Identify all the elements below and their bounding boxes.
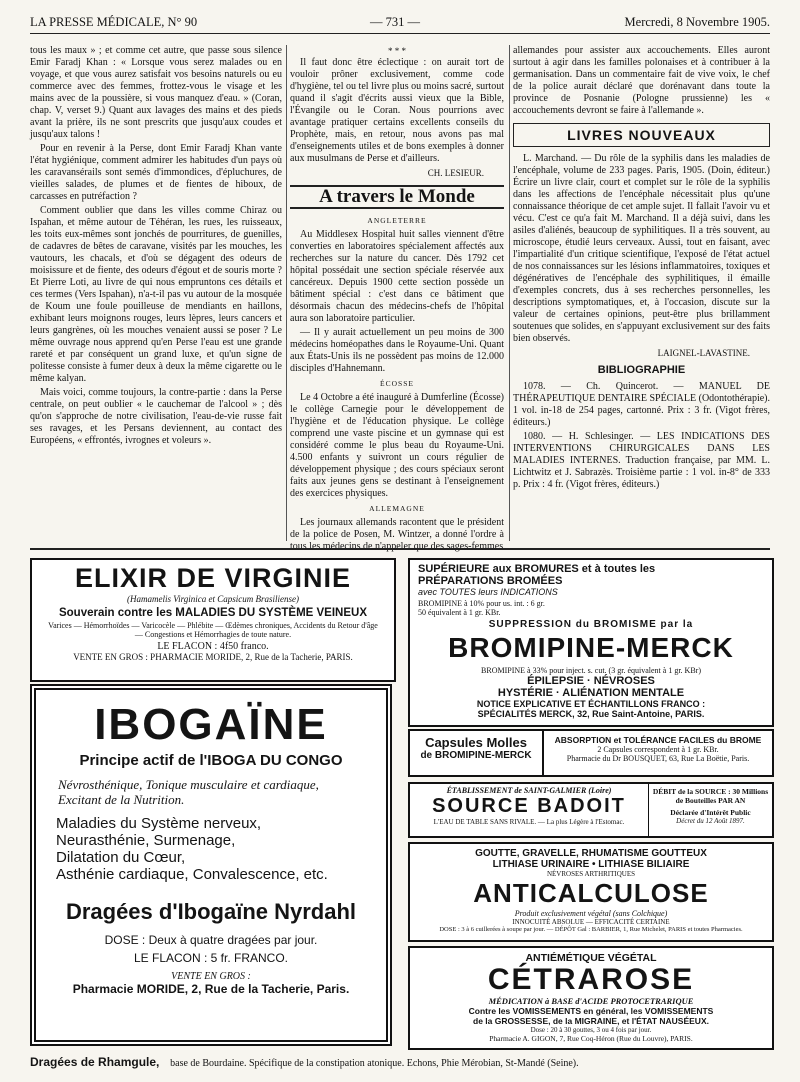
ad-bromipine-merck: [408, 558, 774, 727]
section-title: A travers le Monde: [290, 185, 504, 209]
ad-vendor: Pharmacie du Dr BOUSQUET, 63, Rue La Boëtie, Paris.: [566, 754, 750, 763]
ad-headline: Principe actif de l'IBOGA DU CONGO: [79, 752, 343, 769]
ad-text: BROMIPINE à 33% pour inject. s. cut. (3 gr. équivalent à 1 gr. KBr): [481, 666, 701, 675]
ad-title: ANTICALCULOSE: [473, 878, 709, 908]
ad-bottom-strip: [30, 1055, 770, 1073]
paragraph: Les journaux allemands racontent que le président de la police de Posen, M. Wintzer, a donné l'ordre à tous les médecins de n'appeler que des sages-femmes: [290, 517, 504, 552]
ad-text: MÉDICATION à BASE d'ACIDE PROTOCETRARIQUE: [488, 996, 694, 1006]
author-signature: LAIGNEL-LAVASTINE.: [657, 348, 750, 358]
ad-title: Capsules Molles: [425, 735, 527, 750]
country-heading: ALLEMAGNE: [369, 504, 425, 513]
ad-text: Décret du 12 Août 1897.: [676, 817, 745, 825]
ad-notice: NOTICE EXPLICATIVE ET ÉCHANTILLONS FRANCO :: [476, 699, 706, 709]
section-title: BIBLIOGRAPHIE: [597, 364, 686, 376]
ad-badoit-right: [648, 784, 772, 836]
ad-title: ELIXIR DE VIRGINIE: [74, 563, 352, 593]
disease-item: Asthénie cardiaque, Convalescence, etc.: [56, 866, 328, 883]
ad-headline: GOUTTE, GRAVELLE, RHUMATISME GOUTTEUX: [475, 848, 707, 859]
ad-subtitle: (Hamamelis Virginica et Capsicum Brasiliense): [127, 594, 299, 604]
ad-title: Dragées de Rhamgule,: [30, 1055, 160, 1069]
ad-text: Contre les VOMISSEMENTS en général, les VOMISSEMENTS: [468, 1006, 714, 1016]
ad-capsules-right: [544, 731, 772, 775]
ad-title: SOURCE BADOIT: [432, 795, 626, 817]
ad-vendor: SPÉCIALITÉS MERCK, 32, Rue Saint-Antoine, PARIS.: [477, 709, 705, 719]
ad-ibogaine: [30, 684, 392, 1046]
ad-capsules-molles: [408, 729, 774, 777]
ad-headline: Souverain contre les MALADIES DU SYSTÈME VEINEUX: [58, 607, 367, 619]
ad-tagline: SUPPRESSION du BROMISME par la: [488, 619, 694, 630]
disease-item: Neurasthénie, Surmenage,: [56, 832, 236, 849]
ad-vendor: DOSE : 3 à 6 cuillerées à soupe par jour. — DÉPÔT Gal : BARBIER, 1, Rue Michelet, PARIS et toutes Pharmacies.: [439, 926, 743, 933]
paragraph: Il faut donc être éclectique : on aurait tort de vouloir prôner exclusivement, comme code d'hygiène, tel ou tel livre plus ou moins sacré, surtout quand il s'agit d'écrits aussi vieux que la Bible, l'Évangile ou le Coran. Nous pourrions avec avantage pratiquer certains excellents conseils du Prophète, mais, en retour, nous avons pas mal d'enseignements utiles et de bons exemples à donner aux musulmans de Perse et d'ailleurs.: [290, 57, 504, 164]
ad-dose: DOSE : Deux à quatre dragées par jour.: [104, 933, 318, 947]
ad-headline: PRÉPARATIONS BROMÉES: [418, 575, 563, 587]
ad-title: IBOGAÏNE: [94, 700, 328, 749]
ad-price: LE FLACON : 4f50 franco.: [157, 641, 269, 652]
ad-vendor: Pharmacie MORIDE, 2, Rue de la Tacherie, Paris.: [72, 982, 350, 996]
ad-headline: LITHIASE URINAIRE • LITHIASE BILIAIRE: [492, 859, 690, 870]
ad-product: Dragées d'Ibogaïne Nyrdahl: [65, 899, 357, 924]
ad-vendor: Pharmacie A. GIGON, 7, Rue Coq-Héron (Rue du Louvre), PARIS.: [489, 1034, 693, 1043]
paragraph: Pour en revenir à la Perse, dont Emir Faradj Khan vante l'état hygiénique, comment admirer les habitudes d'un pays où les caravansérails sont semés d'immondices, d'épluchures, de vieilles salades, de plumes et de fientes de hiboux, de carcasses en putréfaction ?: [30, 143, 282, 202]
ad-text: avec TOUTES leurs INDICATIONS: [418, 587, 558, 597]
ad-price: LE FLACON : 5 fr. FRANCO.: [133, 951, 289, 965]
section-stars: * * *: [388, 46, 406, 56]
page-header: [30, 12, 770, 32]
paragraph: tous les maux » ; et comme cet autre, que passe sous silence Emir Faradj Khan : « Lorsque vous serez malades ou en voyage, et que vous aurez satisfait vos besoins naturels ou eu commerce avec des femmes, frottez-vous le visage et les mains avec de la poussière, si vous manquez d'eau. » (Coran, chap. V, verset 9.) Quant aux lavages des mains et des pieds avant la prière, ils ne sont prescrits que jusqu'aux coudes et jusqu'aux talons !: [30, 45, 282, 140]
ad-text: Névrosthénique, Tonique musculaire et cardiaque, Excitant de la Nutrition.: [58, 777, 319, 807]
ad-anticalculose: [408, 842, 774, 942]
ad-disease-list: [56, 815, 386, 883]
ad-source-badoit: [408, 782, 774, 838]
ad-text: 2 Capsules correspondent à 1 gr. KBr.: [597, 745, 719, 754]
ad-dose: Dose : 20 à 30 gouttes, 3 ou 4 fois par jour.: [530, 1026, 652, 1034]
ad-text: ÉTABLISSEMENT de SAINT-GALMIER (Loire): [446, 786, 612, 795]
paragraph: Mais voici, comme toujours, la contre-partie : dans la Perse centrale, on peut oublier « le cauchemar de l'alcool » ; dès qu'on s'approche de notre civilisation, l'eau-de-vie russe fait ses ravages, et les Persans deviennent, au contact des Européens, « effrontés, ivrognes et voleurs ».: [30, 387, 282, 446]
page-number: — 731 —: [370, 15, 420, 29]
ad-text: DÉBIT de la SOURCE : 30 Millions de Bouteilles PAR AN: [652, 787, 769, 805]
ad-indication: ÉPILEPSIE · NÉVROSES: [527, 675, 655, 687]
column-divider: [286, 45, 287, 541]
section-title: LIVRES NOUVEAUX: [513, 123, 770, 147]
disease-item: Maladies du Système nerveux,: [56, 815, 262, 832]
column-3: [513, 45, 770, 545]
ad-title: BROMIPINE-MERCK: [448, 632, 734, 663]
paragraph: Comment oublier que dans les villes comme Chiraz ou Ispahan, et même autour de Téhéran, les rues, les ruisseaux, les toits eux-mêmes sont jonchés de pourritures, de guenilles, de cadavres de bêtes de caravane, visités par les mouches, les vautours, les chacals, et d'où se dégagent des odeurs de moisissure et de fiente, des odeurs d'égout et de souris morte ? Et Pierre Loti, au livre de qui nous empruntons ces détails et ces termes (Vers Ispahan), n'a-t-il pas vu autour de la mosquée de Koum une foule pouilleuse de mendiants en haillons, exhibant leurs moignons rouges, leurs lèpres, leurs cancers et leurs gangrènes, où les mouches venaient aussi se poser ? Le même ouvrage nous apprend qu'en Perse l'eau est une grande rareté et par conséquent un grand luxe, et qu'un signe de politesse consiste à fumer deux à deux la même cigarette ou le même kalyan.: [30, 205, 282, 384]
ad-vendor-label: VENTE EN GROS :: [171, 971, 251, 982]
ad-text: de la GROSSESSE, de la MIGRAINE, et l'ÉTAT NAUSÉEUX.: [473, 1016, 709, 1026]
bibliography-entry: 1078. — Ch. Quincerot. — MANUEL DE THÉRAPEUTIQUE DENTAIRE SPÉCIALE (Odontothérapie). 1 vol. in-18 de 254 pages, cartonné. Prix : 3 fr. (Vigot frères, éditeurs.): [513, 381, 770, 428]
ad-text: Varices — Hémorrhoïdes — Varicocèle — Phlébite — Œdèmes chroniques, Accidents du Retour d'âge — Congestions et Hémorrhagies de toute nature.: [48, 621, 378, 639]
ad-subtitle: de BROMIPINE-MERCK: [420, 750, 532, 761]
ad-text: INNOCUITÉ ABSOLUE — EFFICACITÉ CERTAINE: [512, 918, 670, 926]
ad-text: base de Bourdaine. Spécifique de la constipation atonique. Echons, Phie Mérobian, St-Mandé (Seine).: [170, 1058, 579, 1069]
column-divider: [509, 45, 510, 541]
book-review: L. Marchand. — Du rôle de la syphilis dans les maladies de l'encéphale, volume de 233 pages. Paris, 1905. (Doin, éditeur.) Écrire un livre clair, court et complet sur le rôle de la syphilis dans les affections de l'encéphale nécessitait plus qu'une connaissance théorique de cet ample sujet. Il fallait l'avoir vu et vécu. C'est ce qu'a fait M. Marchand. Il a déjà suivi, dans les asiles d'aliénés, beaucoup de syphilitiques. Il a très souvent, au microscope, étudié leurs cerveaux. Aussi, tout en faisant, avec l'impartialité d'un critique scientifique, l'exposé de l'état actuel de nos connaissances sur les lésions inflammatoires, toxiques et dégénératives de l'encéphale des syphilitiques, il émaille d'exemples concrets, dus à ses recherches personnelles, les descriptions symptomatiques, et, à l'occasion, discute sur la valeur de certaines opinions, peut-être plus brillamment soutenues que solides, en s'appuyant exclusivement sur des faits bien observés.: [513, 153, 770, 344]
ad-title: CÉTRAROSE: [487, 963, 695, 996]
paragraph: Au Middlesex Hospital huit salles viennent d'être converties en laboratoires spécialement affectés aux recherches sur la nature du cancer. Dès 1792 cet hôpital possédait une section spéciale réservée aux cancéreux. Depuis 1900 cette section possède un bâtiment spécial : c'est dans ce bâtiment que désormais chacun des médecins-chefs de l'hôpital aura son laboratoire particulier.: [290, 229, 504, 324]
ad-tagline: L'EAU DE TABLE SANS RIVALE. — La plus Légère à l'Estomac.: [433, 818, 625, 826]
ads-rule: [30, 548, 770, 550]
disease-item: Dilatation du Cœur,: [56, 849, 186, 866]
ad-headline: SUPÉRIEURE aux BROMURES et à toutes les: [418, 563, 656, 575]
header-rule: [30, 33, 770, 34]
column-1: [30, 45, 282, 545]
ad-vendor: VENTE EN GROS : PHARMACIE MORIDE, 2, Rue de la Tacherie, PARIS.: [73, 652, 353, 662]
country-heading: ÉCOSSE: [380, 379, 414, 388]
ad-headline: ABSORPTION et TOLÉRANCE FACILES du BROME: [554, 735, 762, 745]
ad-headline: ANTIÉMÉTIQUE VÉGÉTAL: [525, 952, 657, 964]
ad-cetrarose: [408, 946, 774, 1050]
issue-date: Mercredi, 8 Novembre 1905.: [624, 15, 770, 29]
bibliography-entry: 1080. — H. Schlesinger. — LES INDICATIONS DES INTERVENTIONS CHIRURGICALES DANS LES MALADIES INTERNES. Traduction française, par MM. L. Lichtwitz et J. Sabrazès. Troisième partie : 1 vol. in-8° de 333 p. Prix : 4 fr. (Vigot frères, éditeurs.): [513, 431, 770, 490]
ad-text: Produit exclusivement végétal (sans Colchique): [514, 909, 668, 918]
author-signature: CH. LESIEUR.: [427, 168, 484, 178]
ad-indication: HYSTÉRIE · ALIÉNATION MENTALE: [497, 687, 685, 699]
ad-text: NÉVROSES ARTHRITIQUES: [546, 870, 636, 878]
country-heading: ANGLETERRE: [367, 216, 427, 225]
ad-elixir-de-virginie: [30, 558, 396, 682]
ad-dose: BROMIPINE à 10% pour us. int. : 6 gr. 50 équivalent à 1 gr. KBr.: [418, 599, 545, 617]
ad-capsules-left: [410, 731, 544, 775]
journal-title: LA PRESSE MÉDICALE, N° 90: [30, 15, 198, 29]
paragraph: allemandes pour assister aux accouchements. Elles auront surtout à agir dans les familles polonaises et à contribuer à la germanisation. Dans un commentaire fait de vive voix, le chef de la police aurait déclaré que dorénavant dans toute la province de Posnanie (Pologne prussienne) les « accouchements devront se faire à l'allemande ».: [513, 45, 770, 116]
column-2: [290, 45, 504, 552]
ad-text: Déclarée d'Intérêt Public: [670, 808, 751, 817]
paragraph: Le 4 Octobre a été inauguré à Dumferline (Écosse) le collège Carnegie pour le développement de l'hygiène et de l'éducation physique. Le collège comprend une vaste piscine et un gymnase qui est considéré comme le plus beau du Royaume-Uni. 4.500 enfants y suivront un cours régulier de développement physique ; des cours spéciaux seront faits aux jeunes gens se destinant à l'enseignement des exercices physiques.: [290, 392, 504, 499]
ad-badoit-left: [410, 784, 648, 836]
paragraph: — Il y aurait actuellement un peu moins de 300 médecins homéopathes dans le Royaume-Uni. Quant aux États-Unis ils ne possèdent pas moins de 12.000 disciples d'Hahnemann.: [290, 327, 504, 374]
